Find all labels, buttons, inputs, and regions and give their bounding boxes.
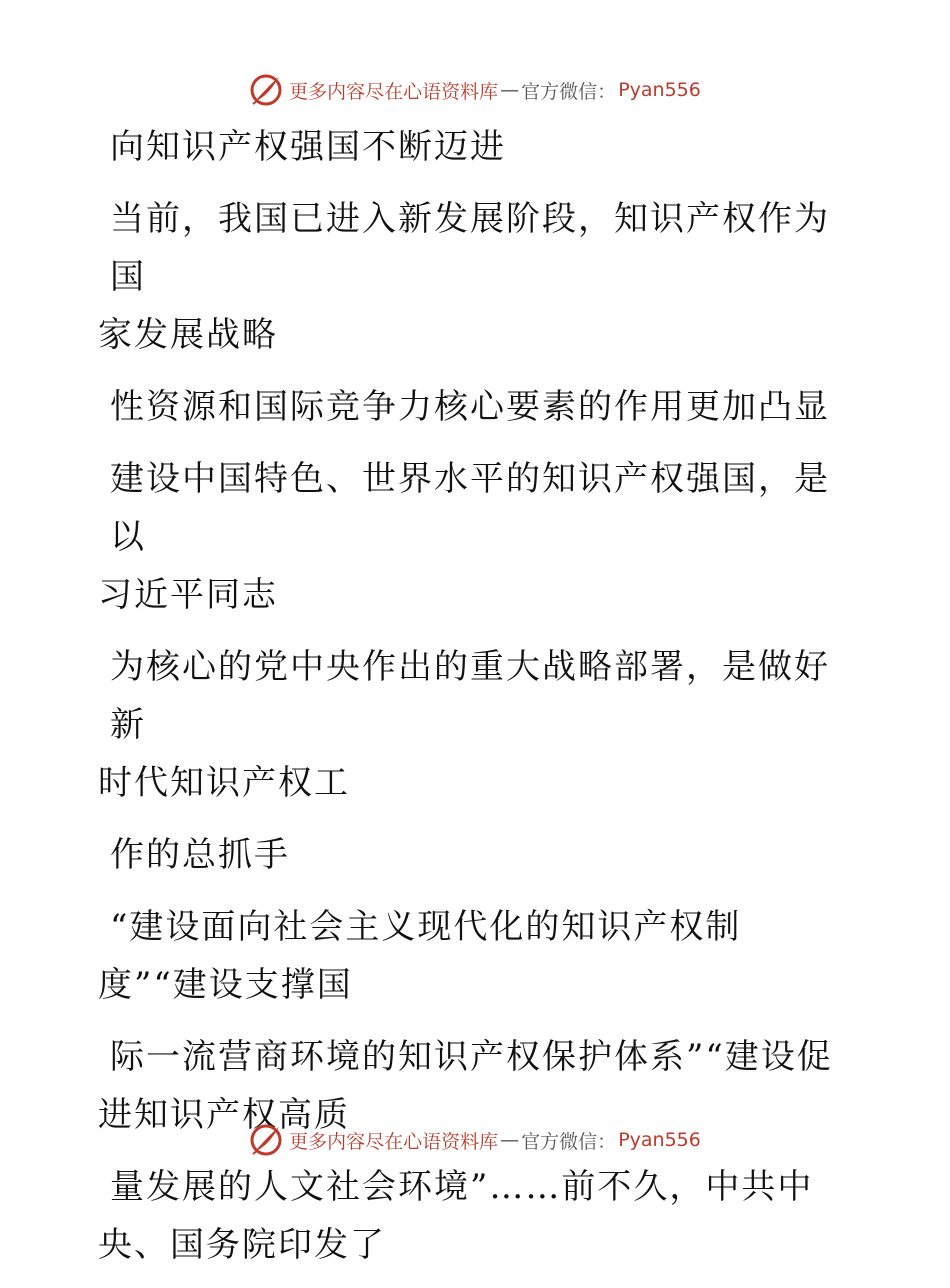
paragraph-line: 际一流营商环境的知识产权保护体系”“建设促 [110,1037,833,1077]
paragraph-line: 为核心的党中央作出的重大战略部署，是做好新 [110,647,830,745]
paragraph [98,1158,838,1274]
watermark-brand-text: 更多内容尽在心语资料库 [289,1130,499,1153]
quill-logo-icon [249,1123,283,1157]
paragraph-line: 央、国务院印发了 [98,1225,386,1265]
paragraph-line: 建设中国特色、世界水平的知识产权强国，是以 [110,459,830,557]
watermark-official-text: 官方微信： [521,1130,617,1153]
footer-watermark [0,1120,950,1160]
paragraph [98,118,838,176]
paragraph-line: 习近平同志 [98,575,278,615]
paragraph-line: 度”“建设支撑国 [98,965,353,1005]
paragraph [98,190,838,364]
paragraph-line: 向知识产权强国不断迈进 [110,127,506,167]
paragraph-line: 家发展战略 [98,315,278,355]
paragraph [98,826,838,884]
paragraph-line: 作的总抓手 [110,835,290,875]
paragraph [98,450,838,624]
watermark-official-text: 官方微信： [521,80,617,103]
paragraph [98,378,838,436]
paragraph-line: 时代知识产权工 [98,763,350,803]
header-watermark [0,70,950,110]
watermark-separator: — [500,79,520,101]
paragraph-line: “建设面向社会主义现代化的知识产权制 [110,907,742,947]
paragraph-line: 当前，我国已进入新发展阶段，知识产权作为国 [110,199,830,297]
watermark-wechat-id: Pyan556 [618,79,701,101]
quill-logo-icon [249,73,283,107]
watermark-wechat-id: Pyan556 [618,1129,701,1151]
paragraph [98,638,838,812]
paragraph-line: 性资源和国际竞争力核心要素的作用更加凸显 [110,387,830,427]
paragraph-line: 量发展的人文社会环境”……前不久，中共中 [110,1167,814,1207]
paragraph [98,898,838,1014]
document-body [98,118,838,1288]
watermark-brand-text: 更多内容尽在心语资料库 [289,80,499,103]
paragraph-line: 进知识产权高质 [98,1095,350,1135]
watermark-separator: — [500,1129,520,1151]
